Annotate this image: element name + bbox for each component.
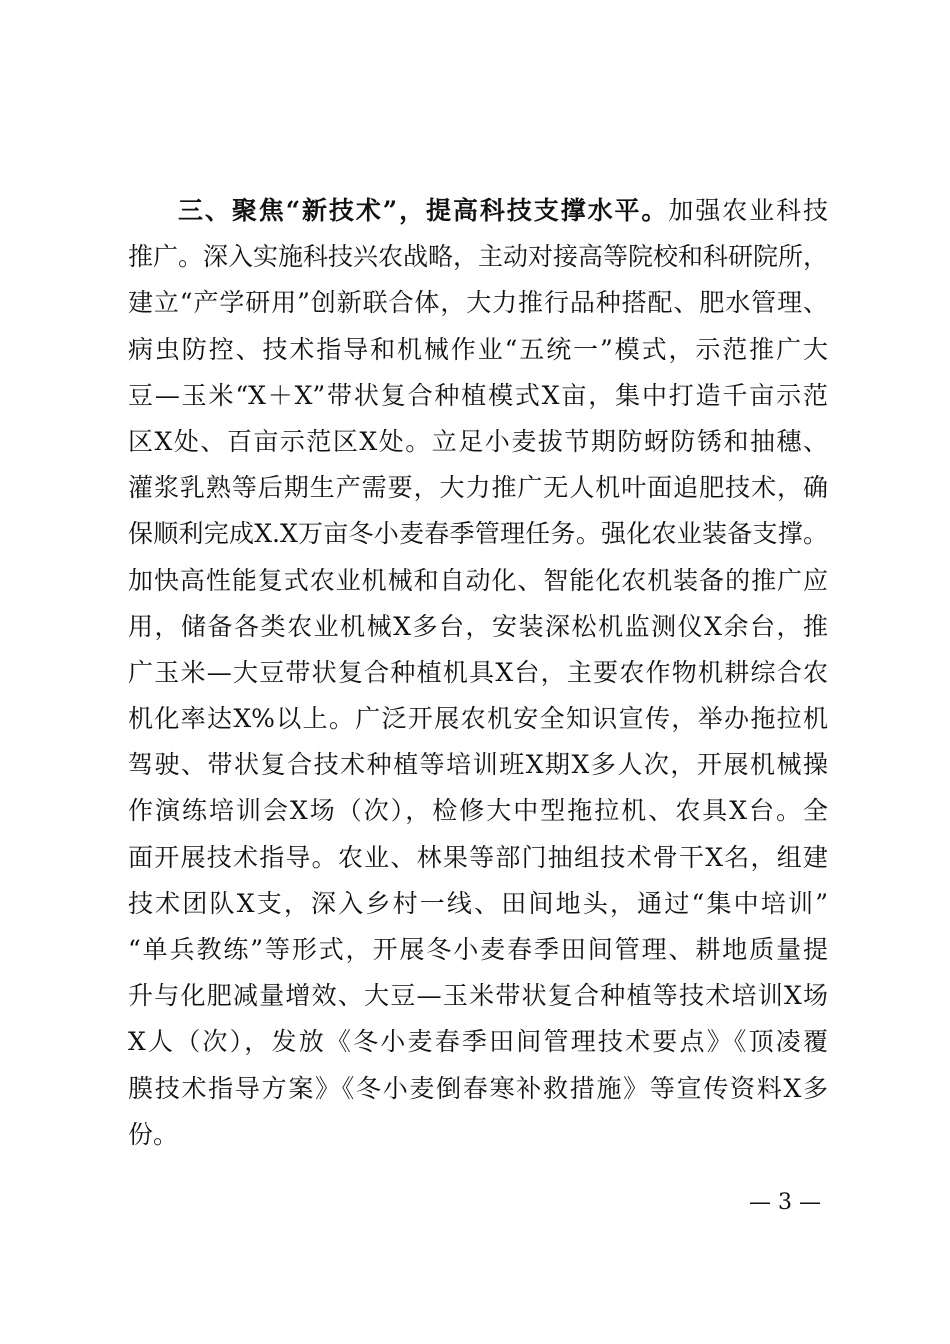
paragraph-line: X人（次），发放《冬小麦春季田间管理技术要点》《顶凌覆 xyxy=(128,1027,828,1057)
paragraph-line: 灌浆乳熟等后期生产需要，大力推广无人机叶面追肥技术，确 xyxy=(128,473,828,503)
section-heading: 三、聚焦“新技术”，提高科技支撑水平。 xyxy=(178,196,669,225)
paragraph-line: 广玉米—大豆带状复合种植机具X台，主要农作物机耕综合农 xyxy=(128,657,828,687)
paragraph-line: 加快高性能复式农业机械和自动化、智能化农机装备的推广应 xyxy=(128,565,828,595)
body-paragraph xyxy=(128,188,828,1158)
paragraph-line: “单兵教练”等形式，开展冬小麦春季田间管理、耕地质量提 xyxy=(128,935,828,964)
paragraph-line: 份。 xyxy=(128,1119,179,1149)
paragraph-line: 机化率达X%以上。广泛开展农机安全知识宣传，举办拖拉机 xyxy=(128,704,828,734)
paragraph-line: 建立“产学研用”创新联合体，大力推行品种搭配、肥水管理、 xyxy=(128,288,828,318)
paragraph-line: 升与化肥减量增效、大豆—玉米带状复合种植等技术培训X场 xyxy=(128,981,828,1011)
paragraph-line xyxy=(128,188,828,234)
page-number: — 3 — xyxy=(749,1190,821,1215)
paragraph-line: 保顺利完成X.X万亩冬小麦春季管理任务。强化农业装备支撑。 xyxy=(128,519,828,549)
paragraph-line: 驾驶、带状复合技术种植等培训班X期X多人次，开展机械操 xyxy=(128,750,828,780)
paragraph-line: 作演练培训会X场（次），检修大中型拖拉机、农具X台。全 xyxy=(128,796,828,826)
paragraph-line: 面开展技术指导。农业、林果等部门抽组技术骨干X名，组建 xyxy=(128,842,828,872)
paragraph-line: 病虫防控、技术指导和机械作业“五统一”模式，示范推广大 xyxy=(128,334,828,364)
paragraph-line: 区X处、百亩示范区X处。立足小麦拔节期防蚜防锈和抽穗、 xyxy=(128,426,828,456)
paragraph-line: 推广。深入实施科技兴农战略，主动对接高等院校和科研院所， xyxy=(128,242,829,272)
paragraph-line-text: 加强农业科技 xyxy=(668,196,828,225)
paragraph-line: 技术团队X支，深入乡村一线、田间地头，通过“集中培训” xyxy=(128,888,828,918)
paragraph-line: 豆—玉米“X＋X”带状复合种植模式X亩，集中打造千亩示范 xyxy=(128,380,828,410)
paragraph-line: 膜技术指导方案》《冬小麦倒春寒补救措施》等宣传资料X多 xyxy=(128,1073,828,1103)
paragraph-line: 用，储备各类农业机械X多台，安装深松机监测仪X余台，推 xyxy=(128,611,828,641)
